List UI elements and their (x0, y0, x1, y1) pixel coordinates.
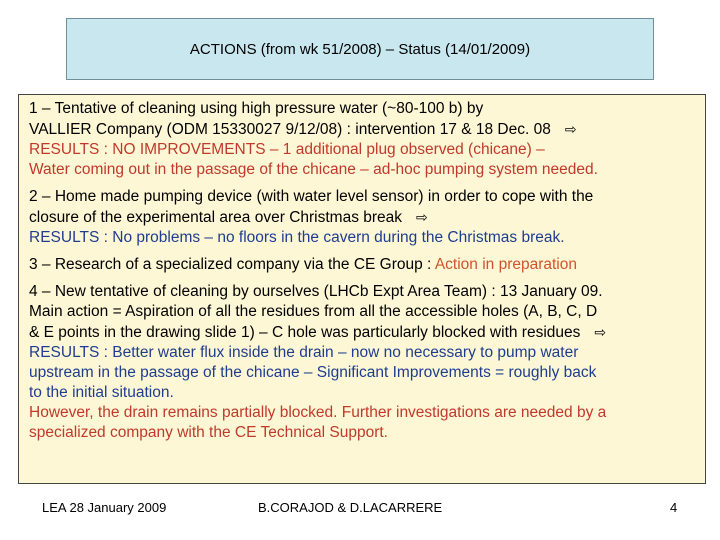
action-1-line-1: 1 – Tentative of cleaning using high pressure water (~80-100 b) by (29, 100, 484, 117)
action-4-line-3 (29, 322, 697, 343)
action-4-result-line-1: RESULTS : Better water flux inside the drain – now no necessary to pump water (29, 344, 579, 361)
action-3-text: 3 – Research of a specialized company via the CE Group : (29, 256, 435, 273)
right-arrow-icon: ⇨ (564, 121, 577, 137)
action-4-note-line-1: However, the drain remains partially blocked. Further investigations are needed by a (29, 404, 607, 421)
footer-authors: B.CORAJOD & D.LACARRERE (258, 500, 443, 515)
slide-title: ACTIONS (from wk 51/2008) – Status (14/01/2009) (189, 40, 531, 58)
action-4-line-1: 4 – New tentative of cleaning by ourselves (LHCb Expt Area Team) : 13 January 09. (29, 283, 603, 300)
right-arrow-icon: ⇨ (594, 324, 607, 340)
action-1-line-2-text: VALLIER Company (ODM 15330027 9/12/08) : intervention 17 & 18 Dec. 08 (29, 121, 551, 138)
action-4-result-line-3: to the initial situation. (29, 384, 174, 401)
page-number: 4 (670, 500, 678, 515)
action-1-line-2 (29, 119, 697, 140)
action-item-2 (29, 187, 697, 248)
action-1-result-line-1: RESULTS : NO IMPROVEMENTS – 1 additional plug observed (chicane) – (29, 141, 545, 158)
action-1-result-line-2: Water coming out in the passage of the chicane – ad-hoc pumping system needed. (29, 161, 598, 178)
action-2-line-2-text: closure of the experimental area over Christmas break (29, 209, 403, 226)
action-item-1 (29, 99, 697, 180)
action-4-result-line-2: upstream in the passage of the chicane – Significant Improvements = roughly back (29, 364, 597, 381)
action-item-3 (29, 255, 697, 275)
action-2-line-2 (29, 207, 697, 228)
action-4-line-3-text: & E points in the drawing slide 1) – C hole was particularly blocked with residues (29, 324, 581, 341)
right-arrow-icon: ⇨ (416, 209, 428, 225)
action-4-note-line-2: specialized company with the CE Technical Support. (29, 424, 388, 441)
slide-title-box (66, 18, 654, 80)
footer-date: LEA 28 January 2009 (42, 500, 167, 515)
action-2-result-line: RESULTS : No problems – no floors in the cavern during the Christmas break. (29, 229, 565, 246)
action-3-line (29, 255, 697, 275)
action-item-4 (29, 282, 697, 443)
action-3-status: Action in preparation (434, 256, 577, 273)
action-2-line-1: 2 – Home made pumping device (with water level sensor) in order to cope with the (29, 188, 594, 205)
action-4-line-2: Main action = Aspiration of all the residues from all the accessible holes (A, B, C, D (29, 303, 598, 320)
actions-content-box (18, 94, 706, 484)
